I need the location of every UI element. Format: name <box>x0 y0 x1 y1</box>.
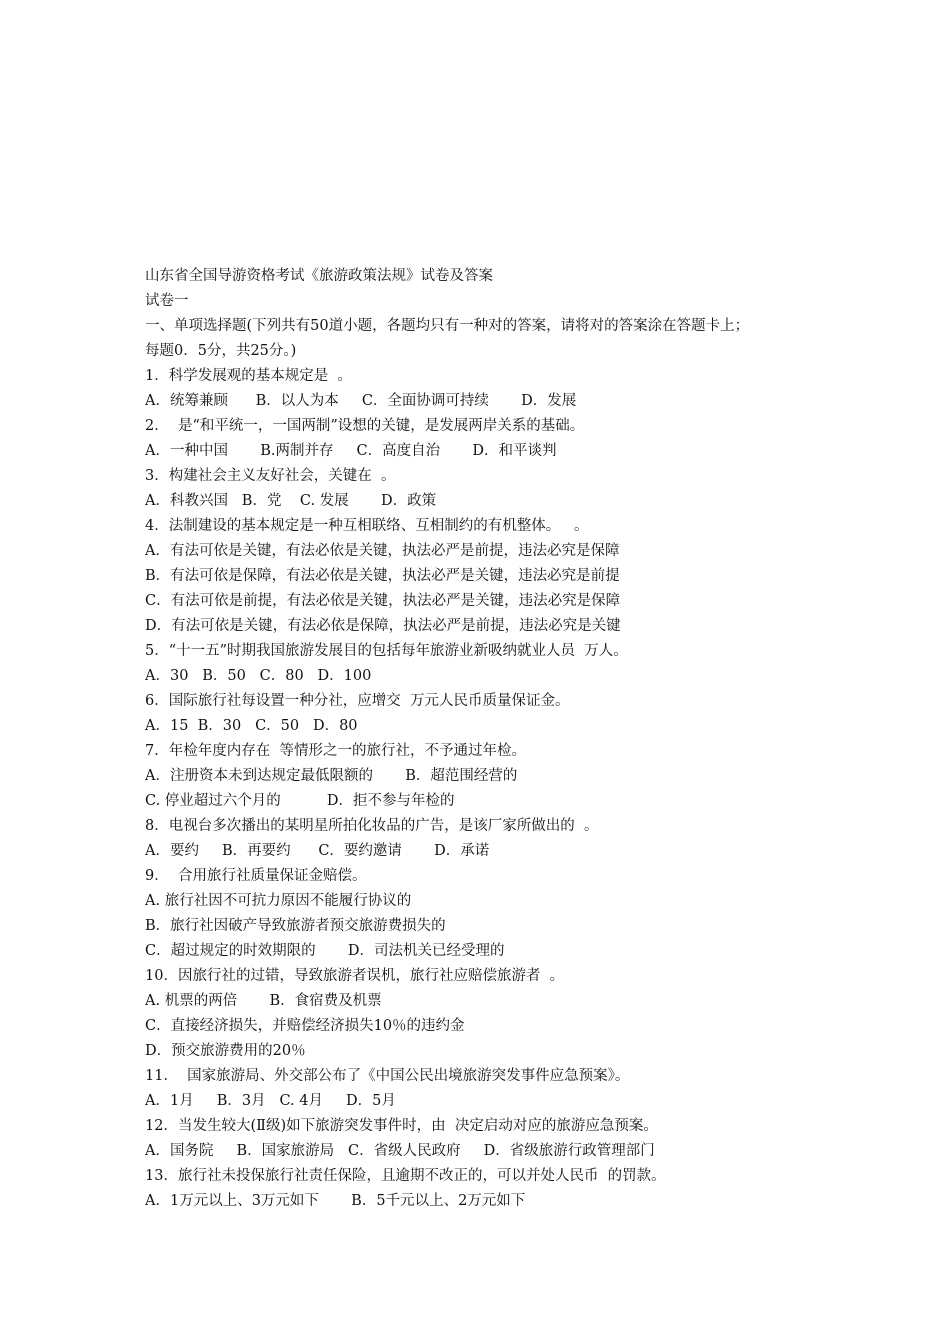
text-line: A．注册资本未到达规定最低限额的 B．超范围经营的 <box>145 768 518 784</box>
text-line: 10．因旅行社的过错，导致旅游者误机，旅行社应赔偿旅游者 。 <box>145 968 565 984</box>
text-line: A. 旅行社因不可抗力原因不能履行协议的 <box>145 893 412 909</box>
text-line: D．预交旅游费用的20％ <box>145 1043 306 1059</box>
text-line: 一、单项选择题(下列共有50道小题，各题均只有一种对的答案，请将对的答案涂在答题卡上； <box>145 318 750 334</box>
text-line: 2． 是“和平统一，一国两制”设想的关键，是发展两岸关系的基础。 <box>145 418 585 434</box>
text-line: A．统筹兼顾 B．以人为本 C．全面协调可持续 D．发展 <box>145 393 577 409</box>
text-line: C．有法可依是前提，有法必依是关键，执法必严是关键，违法必究是保障 <box>145 593 621 609</box>
document-title: 山东省全国导游资格考试《旅游政策法规》试卷及答案 <box>145 268 493 284</box>
text-line: C．直接经济损失，并赔偿经济损失10％的违约金 <box>145 1018 465 1034</box>
text-line: 11． 国家旅游局、外交部公布了《中国公民出境旅游突发事件应急预案》。 <box>145 1068 630 1084</box>
text-line: 4．法制建设的基本规定是一种互相联络、互相制约的有机整体。 。 <box>145 518 589 534</box>
text-line: A．1月 B．3月 C. 4月 D．5月 <box>145 1093 396 1109</box>
text-line: A. 机票的两倍 B．食宿费及机票 <box>145 993 382 1009</box>
text-line: 1．科学发展观的基本规定是 。 <box>145 368 352 384</box>
text-line: A．30 B．50 C．80 D．100 <box>145 668 372 684</box>
text-line: 5．“十一五”时期我国旅游发展目的包括每年旅游业新吸纳就业人员 万人。 <box>145 643 628 659</box>
text-line: A．一种中国 B.两制并存 C．高度自治 D．和平谈判 <box>145 443 557 459</box>
text-line: 7．年检年度内存在 等情形之一的旅行社，不予通过年检。 <box>145 743 526 759</box>
document-body <box>145 264 825 1214</box>
text-line: 9． 合用旅行社质量保证金赔偿。 <box>145 868 367 884</box>
text-line: 3．构建社会主义友好社会，关键在 。 <box>145 468 396 484</box>
text-line: 13．旅行社未投保旅行社责任保险，且逾期不改正的，可以并处人民币 的罚款。 <box>145 1168 666 1184</box>
text-line: D．有法可依是关键，有法必依是保障，执法必严是前提，违法必究是关键 <box>145 618 621 634</box>
text-line: C. 停业超过六个月的 D．拒不参与年检的 <box>145 793 455 809</box>
text-line: A．国务院 B．国家旅游局 C．省级人民政府 D．省级旅游行政管理部门 <box>145 1143 655 1159</box>
text-line: A．要约 B．再要约 C．要约邀请 D．承诺 <box>145 843 490 859</box>
text-line: 12．当发生较大(Ⅱ级)如下旅游突发事件时，由 决定启动对应的旅游应急预案。 <box>145 1118 658 1134</box>
text-line: B．旅行社因破产导致旅游者预交旅游费损失的 <box>145 918 446 934</box>
text-line: A．1万元以上、3万元如下 B．5千元以上、2万元如下 <box>145 1193 526 1209</box>
text-line: A．有法可依是关键，有法必依是关键，执法必严是前提，违法必究是保障 <box>145 543 620 559</box>
text-line: 每题0．5分，共25分。) <box>145 343 297 359</box>
text-line: 6．国际旅行社每设置一种分社，应增交 万元人民币质量保证金。 <box>145 693 570 709</box>
text-line: 8．电视台多次播出的某明星所拍化妆品的广告，是该厂家所做出的 。 <box>145 818 599 834</box>
text-line: C．超过规定的时效期限的 D．司法机关已经受理的 <box>145 943 505 959</box>
text-line: B．有法可依是保障，有法必依是关键，执法必严是关键，违法必究是前提 <box>145 568 620 584</box>
text-line: A．科教兴国 B．党 C. 发展 D．政策 <box>145 493 437 509</box>
text-line: 试卷一 <box>145 293 189 309</box>
text-line: A．15 B．30 C．50 D．80 <box>145 718 358 734</box>
